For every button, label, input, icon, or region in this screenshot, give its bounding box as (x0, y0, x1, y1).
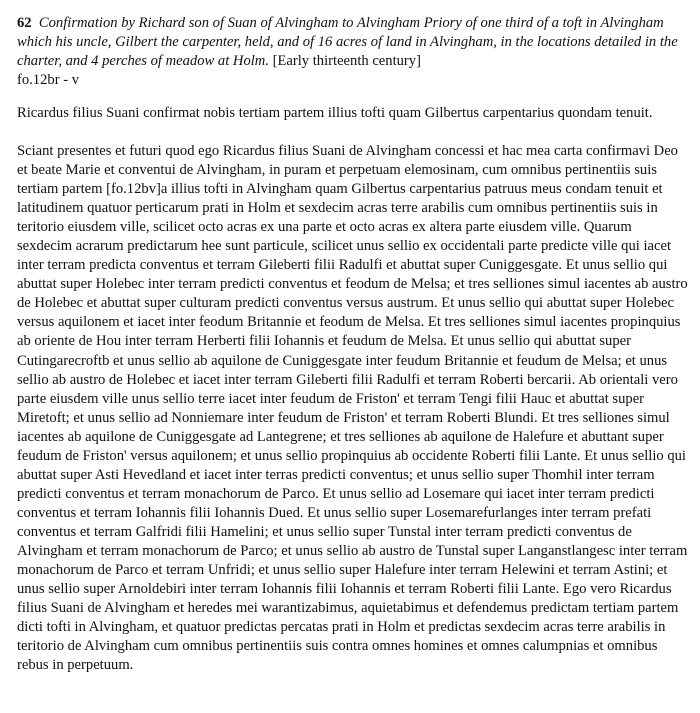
document-date: [Early thirteenth century] (272, 53, 421, 69)
document-description: Confirmation by Richard son of Suan of Alvingham to Alvingham Priory of one third of a toft in Alvingham which his uncle, Gilbert the carpenter, held, and of 16 acres of land in Alvingham, in the locations detailed in the charter, and 4 perches of meadow at Holm. (17, 15, 678, 69)
folio-reference: fo.12br - v (17, 72, 80, 88)
document-heading (17, 14, 688, 71)
charter-text: Sciant presentes et futuri quod ego Ricardus filius Suani de Alvingham concessi et hac mea carta confirmavi Deo et beate Marie et conventui de Alvingham, in puram et perpetuam elemosinam, cum omnibus pertinentiis suis tertiam partem [fo.12bv]a illius tofti in Alvingham quam Gilbertus carpentarius patruus meus condam tenuit et latitudinem quatuor perticarum prati in Holm et sexdecim acras terre arabilis cum omnibus pertinentiis suis in teritorio eiusdem ville, scilicet octo acras ex una parte et octo acras ex altera parte eiusdem ville. Quarum sexdecim acrarum predictarum hee sunt particule, scilicet unus sellio ex occidentali parte predicte ville qui iacet inter terram predicta conventus et terram Gileberti filii Radulfi et abuttat super Cuniggesgate. Et unus sellio qui abuttat super Holebec inter terram predicti conventus et feodum de Melsa; et tres selliones simul iacentes ab austro de Holebec et abuttat super culturam predicti conventus versus austrum. Et unus sellio qui abuttat super Holebec versus aquilonem et iacet inter feodum Britannie et feodum de Melsa. Et tres selliones simul iacentes propinquius ab oriente de Hou inter terram Herberti filii Iohannis et feudum de Melsa. Et unus sellio qui abuttat super Cutingarecroftb et unus sellio ab aquilone de Cuniggesgate inter feudum Britannie et feudum de Melsa; et unus sellio ab austro de Holebec et iacet inter terram Gileberti filii Radulfi et terram Roberti bercarii. Ab orientali vero parte eiusdem ville unus sellio terre iacet inter feudum de Friston' et terram Tengi filii Hauc et abuttat super Miretoft; et unus sellio ad Nonniemare inter feudum de Friston' et terram Roberti Blundi. Et tres selliones simul iacentes ab aquilone de Cuniggesgate ad Lantegrene; et tres selliones ab aquilone de Halefure et abuttant super feudum de Friston' versus aquilonem; et unus sellio propinquius ab occidente Roberti filii Lante. Et unus sellio qui abuttat super Asti Hevedland et iacet inter terras predicti conventus; et unus sellio super Thomhil inter terram predicti conventus et terram monachorum de Parco. Et unus sellio ad Losemare qui iacet inter terram predicti conventus et terram Iohannis filii Iohannis Dued. Et unus sellio super Losemarefurlanges inter terram prefati conventus et terram Galfridi filii Hamelini; et unus sellio super Tunstal inter terram predicti conventus de Alvingham et terram monachorum de Parco; et unus sellio ab austro de Tunstal super Langanstlangesc inter terram monachorum de Parco et terram Unfridi; et unus sellio super Halefure inter terram Helewini et terram Astini; et unus sellio super Arnoldebiri inter terram Iohannis filii Iohannis et terram Roberti filii Lante. Ego vero Ricardus filius Suani de Alvingham et heredes mei warantizabimus, aquietabimus et defendemus predictam tertiam partem dicti tofti in Alvingham, et quatuor predictas percatas prati in Holm et predictas sexdecim acras terre arabilis in teritorio de Alvingham cum omnibus pertinentiis suis contra omnes homines et omnes calumpnias et omnibus rebus in perpetuum. (17, 143, 688, 674)
document-summary: Ricardus filius Suani confirmat nobis tertiam partem illius tofti quam Gilbertus carpentarius quondam tenuit. (17, 105, 653, 121)
document-number: 62 (17, 15, 32, 31)
